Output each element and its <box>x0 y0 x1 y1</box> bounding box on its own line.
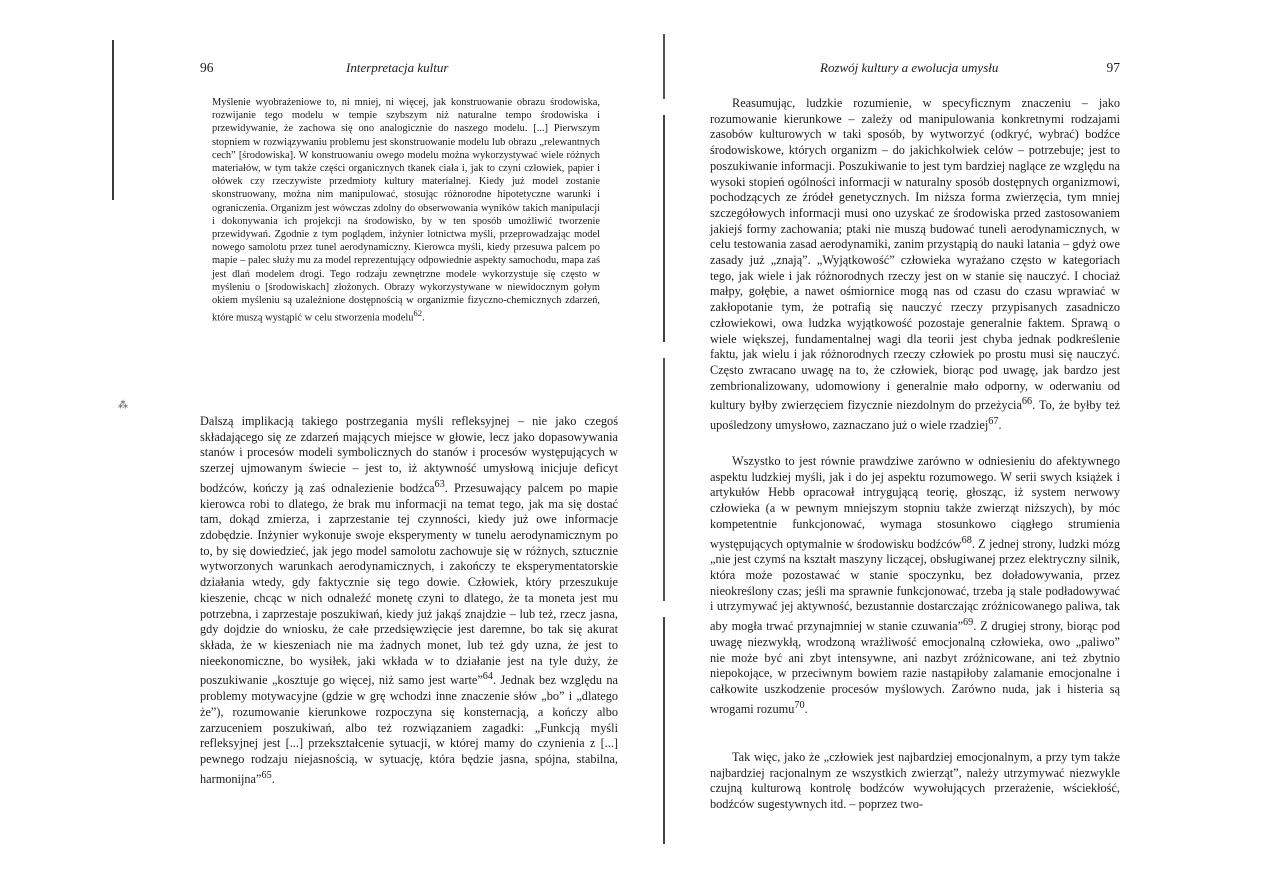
footnote-ref-69: 69 <box>963 617 974 629</box>
page-edge-shadow <box>112 40 114 200</box>
left-running-title: Interpretacja kultur <box>346 60 449 75</box>
p2-text-b: . Z jednej strony, ludzki mózg „nie jest czymś na kształt maszyny liczącej, obsługiwanej przez elektryczny silnik, która może pozostawać w stanie spoczynku, bez doładowywania, przez nieokreślony czas; jeśli ma sprawnie funkcjonować, trzeba ją stale podładowywać i utrzymywać jej aktywność, bezustannie dostarczając zróżnicowanego paliwa, tak aby mogła trwać przynajmniej w stanie czuwania” <box>710 536 1120 634</box>
body-text-a: Dalszą implikacją takiego postrzegania myśli refleksyjnej – nie jako czegoś składającego się ze zdarzeń mających miejsce w głowie, lecz jako dopasowywania stanów i procesów modeli symbolicznych do stanów i procesów występujących w szerzej ujmowanym świecie – jest to, iż aktywność umysłową inicjuje deficyt bodźców, kończy ją zaś odnalezienie bodźca <box>200 414 618 495</box>
quote-text: Myślenie wyobrażeniowe to, ni mniej, ni więcej, jak konstruowanie obrazu środowiska, rozwijanie tego modelu w tempie szybszym niż naturalne tempo środowiska i przewidywanie, że zachowa się ono analogicznie do naszego modelu. [...] Pierwszym stopniem w rozwiązywaniu problemu jest skonstruowanie modelu lub obrazu „relewantnych cech” [środowiska]. W konstruowaniu owego modelu można wykorzystywać wiele różnych materiałów, w tym także części organicznych tkanek ciała i, jak to czyni człowiek, papier i ołówek czy rzeczywiste przedmioty kultury materialnej. Kiedy już model zostanie skonstruowany, można nim manipulować, stosując różnorodne hipotetyczne warunki i ograniczenia. Organizm jest wówczas zdolny do obserwowania wyników takich manipulacji i dokonywania ich projekcji na środowisko, by w ten sposób umożliwić tworzenie przewidywań. Zgodnie z tym poglądem, inżynier lotnictwa myśli, przeprowadzając model nowego samolotu przez tunel aerodynamiczny. Kierowca myśli, kiedy przesuwa palcem po mapie – palec służy mu za model reprezentujący odpowiednie aspekty samochodu, mapa zaś jest dlań modelem drogi. Tego rodzaju zewnętrzne modele wykorzystuje się często w myśleniu o [środowiskach] złożonych. Obrazy wykorzystywane w niewidocznym gołym okiem myśleniu są uzależnione dostępnością w organizmie fizyczno-chemicznych zdarzeń, które muszą wystąpić w celu stworzenia modelu <box>212 97 600 324</box>
body-text-c: . Jednak bez względu na problemy motywacyjne (gdzie w grę wchodzi inne znaczenie słów „bo” i „dlatego że”), rozumowanie kierunkowe rozpoczyna się konsternacją, a kończy albo zarzuceniem poszukiwań, albo też rozwiązaniem zagadki: „Funkcją myśli refleksyjnej jest [...] przekształcenie sytuacji, w której mamy do czynienia z [...] pewnego rodzaju niejasnością, w sytuację, która będzie jasna, spójna, stabilna, harmonijna” <box>200 673 618 786</box>
p2-text-c: . Z drugiej strony, biorąc pod uwagę niezwykłą, wrodzoną wrażliwość emocjonalną człowieka, owo „paliwo” nie może być ani zbyt intensywne, ani nazbyt zróżnicowane, ani też zbytnio niepokojące, w przeciwnym bowiem razie nastąpiłoby zalamanie emocjonalne i całkowite uszkodzenie procesów myślowych. Zarówno nuda, jak i histeria są wrogami rozumu <box>710 619 1120 716</box>
margin-scan-marks: ⁂ <box>118 400 128 411</box>
block-quote: Myślenie wyobrażeniowe to, ni mniej, ni więcej, jak konstruowanie obrazu środowiska, rozwijanie tego modelu w tempie szybszym niż naturalne tempo środowiska i przewidywanie, że zachowa się ono analogicznie do naszego modelu. [...] Pierwszym stopniem w rozwiązywaniu problemu jest skonstruowanie modelu lub obrazu „relewantnych cech” [środowiska]. W konstruowaniu owego modelu można wykorzystywać wiele różnych materiałów, w tym także części organicznych tkanek ciała i, jak to czyni człowiek, papier i ołówek czy rzeczywiste przedmioty kultury materialnej. Kiedy już model zostanie skonstruowany, można nim manipulować, stosując różnorodne hipotetyczne warunki i ograniczenia. Organizm jest wówczas zdolny do obserwowania wyników takich manipulacji i dokonywania ich projekcji na środowisko, by w ten sposób umożliwić tworzenie przewidywań. Zgodnie z tym poglądem, inżynier lotnictwa myśli, przeprowadzając model nowego samolotu przez tunel aerodynamiczny. Kierowca myśli, kiedy przesuwa palcem po mapie – palec służy mu za model reprezentujący odpowiednie aspekty samochodu, mapa zaś jest dlań modelem drogi. Tego rodzaju zewnętrzne modele wykorzystuje się często w myśleniu o [środowiskach] złożonych. Obrazy wykorzystywane w niewidocznym gołym okiem myśleniu są uzależnione dostępnością w organizmie fizyczno-chemicznych zdarzeń, które muszą wystąpić w celu stworzenia modelu$^{62}$. <box>212 97 600 324</box>
footnote-ref-65: 65 <box>261 769 272 781</box>
body-text-b: . Przesuwający palcem po mapie kierowca robi to dlatego, że brak mu informacji na temat tego, jak ma się dostać tam, dokąd zmierza, i zaprzestanie tej czynności, kiedy już owe informacje zdobędzie. Inżynier wykonuje swoje eksperymenty w tunelu aerodynamicznym po to, by się dowiedzieć, jak jego model samolotu zachowuje się w różnych, sztucznie wytworzonych warunkach aerodynamicznych, i zakończy te eksperymentatorskie działania wtedy, gdy faktycznie się tego dowie. Człowiek, który przeszukuje kieszenie, chcąc w nich odnaleźć monetę czyni to dlatego, że ta moneta jest mu potrzebna, i zaprzestaje poszukiwań, kiedy już jakąś znajdzie – lub też, rzecz jasna, gdy dojdzie do wniosku, że całe przedsięwzięcie jest daremne, bo tak się akurat składa, że w kieszeniach nie ma żadnych monet, lub też gdy uzna, że jest to nieekonomiczne, bo wysiłek, jaki wkłada w to działanie jest na tyle duży, że poszukiwanie „kosztuje go więcej, niż samo jest warte” <box>200 480 618 688</box>
footnote-ref-67: 67 <box>988 416 999 428</box>
p1-text-b: . To, że byłby też upośledzony umysłowo, zaznaczano już o wiele rzadziej <box>710 398 1120 433</box>
p2-text-d: . <box>804 701 808 716</box>
left-body-paragraph <box>200 414 618 787</box>
footnote-ref-70: 70 <box>794 699 805 711</box>
right-paragraph-1 <box>710 96 1120 434</box>
left-running-header <box>186 60 618 78</box>
footnote-ref-64: 64 <box>482 671 494 683</box>
footnote-ref-66: 66 <box>1021 396 1033 408</box>
footnote-ref-62: 62 <box>413 308 423 319</box>
p1-text-c: . <box>998 418 1002 433</box>
right-paragraph-3: Tak więc, jako że „człowiek jest najbardziej emocjonalnym, a przy tym także najbardziej racjonalnym ze wszystkich zwierząt”, należy utrzymywać niezwykle czujną kulturową kontrolę bodźców wywołujących przerażenie, wściekłość, bodźców sugestywnych itd. – poprzez two- <box>710 750 1120 812</box>
right-running-title: Rozwój kultury a ewolucja umysłu <box>820 60 999 75</box>
right-running-header <box>710 60 1120 78</box>
p2-text-a: Wszystko to jest równie prawdziwe zarówno w odniesieniu do afektywnego aspektu ludzkiej myśli, jak i do jej aspektu rozumowego. W serii swych książek i artykułów Hebb opracował intrygującą teorię, głosząc, iż system nerwowy człowieka (a w pewnym mniejszym stopniu także zwierząt niższych), by móc kompetentnie funkcjonować, wymaga stosunkowo ciągłego strumienia występujących optymalnie w środowisku bodźców <box>710 454 1120 551</box>
footnote-ref-63: 63 <box>434 478 445 490</box>
footnote-ref-68: 68 <box>961 534 972 546</box>
book-spine-gutter <box>663 34 665 844</box>
right-paragraph-2 <box>710 454 1120 718</box>
left-page-number: 96 <box>200 60 214 75</box>
right-page-number: 97 <box>1106 60 1120 75</box>
p1-text-a: Reasumując, ludzkie rozumienie, w specyficznym znaczeniu – jako rozumowanie kierunkowe – zależy od manipulowania konkretnymi rodzajami zasobów kulturowych w taki sposób, by wytworzyć (odkryć, wybrać) bodźce środowiskowe, których organizm – do jakichkolwiek celów – potrzebuje; jest to poszukiwanie informacji. Poszukiwanie to jest tym bardziej naglące ze względu na wysoki stopień ogólności informacji w naturalny sposób dostępnych organizmowi, pochodzących ze źródeł genetycznych. Im niższa forma zwierzęcia, tym mniej szczegółowych informacji musi ono uzyskać ze środowiska przed zastosowaniem jakiejś formy zachowania; ptaki nie muszą budować tuneli aerodynamicznych, w celu testowania zasad aerodynamiki, zanim przystąpią do nauki latania – gdyż owe zasady już „znają”. „Wyjątkowość” człowieka wyrażano często w kategoriach tego, jak wiele i jak różnorodnych rzeczy jest on w stanie się nauczyć. I chociaż małpy, gołębie, a nawet ośmiornice mogą nas od czasu do czasu wprawiać w zakłopotanie tym, że potrafią się nauczyć rzeczy przypisanych zasadniczo człowiekowi, owa ludzka wyjątkowość pozostaje generalnie faktem. Sprawą o wiele większej, fundamentalnej wagi dla teorii jest chyba jednak podkreślenie faktu, jak wielu i jak różnorodnych rzeczy człowiek po prostu musi się nauczyć. Często zwracano uwagę na to, że człowiek, biorąc pod uwagę, jak bardzo jest zembrionalizowany, udomowiony i generalnie mało odporny, w oderwaniu od kultury byłby zwierzęciem fizycznie niezdolnym do przeżycia <box>710 96 1120 413</box>
body-text-d: . <box>271 771 275 786</box>
